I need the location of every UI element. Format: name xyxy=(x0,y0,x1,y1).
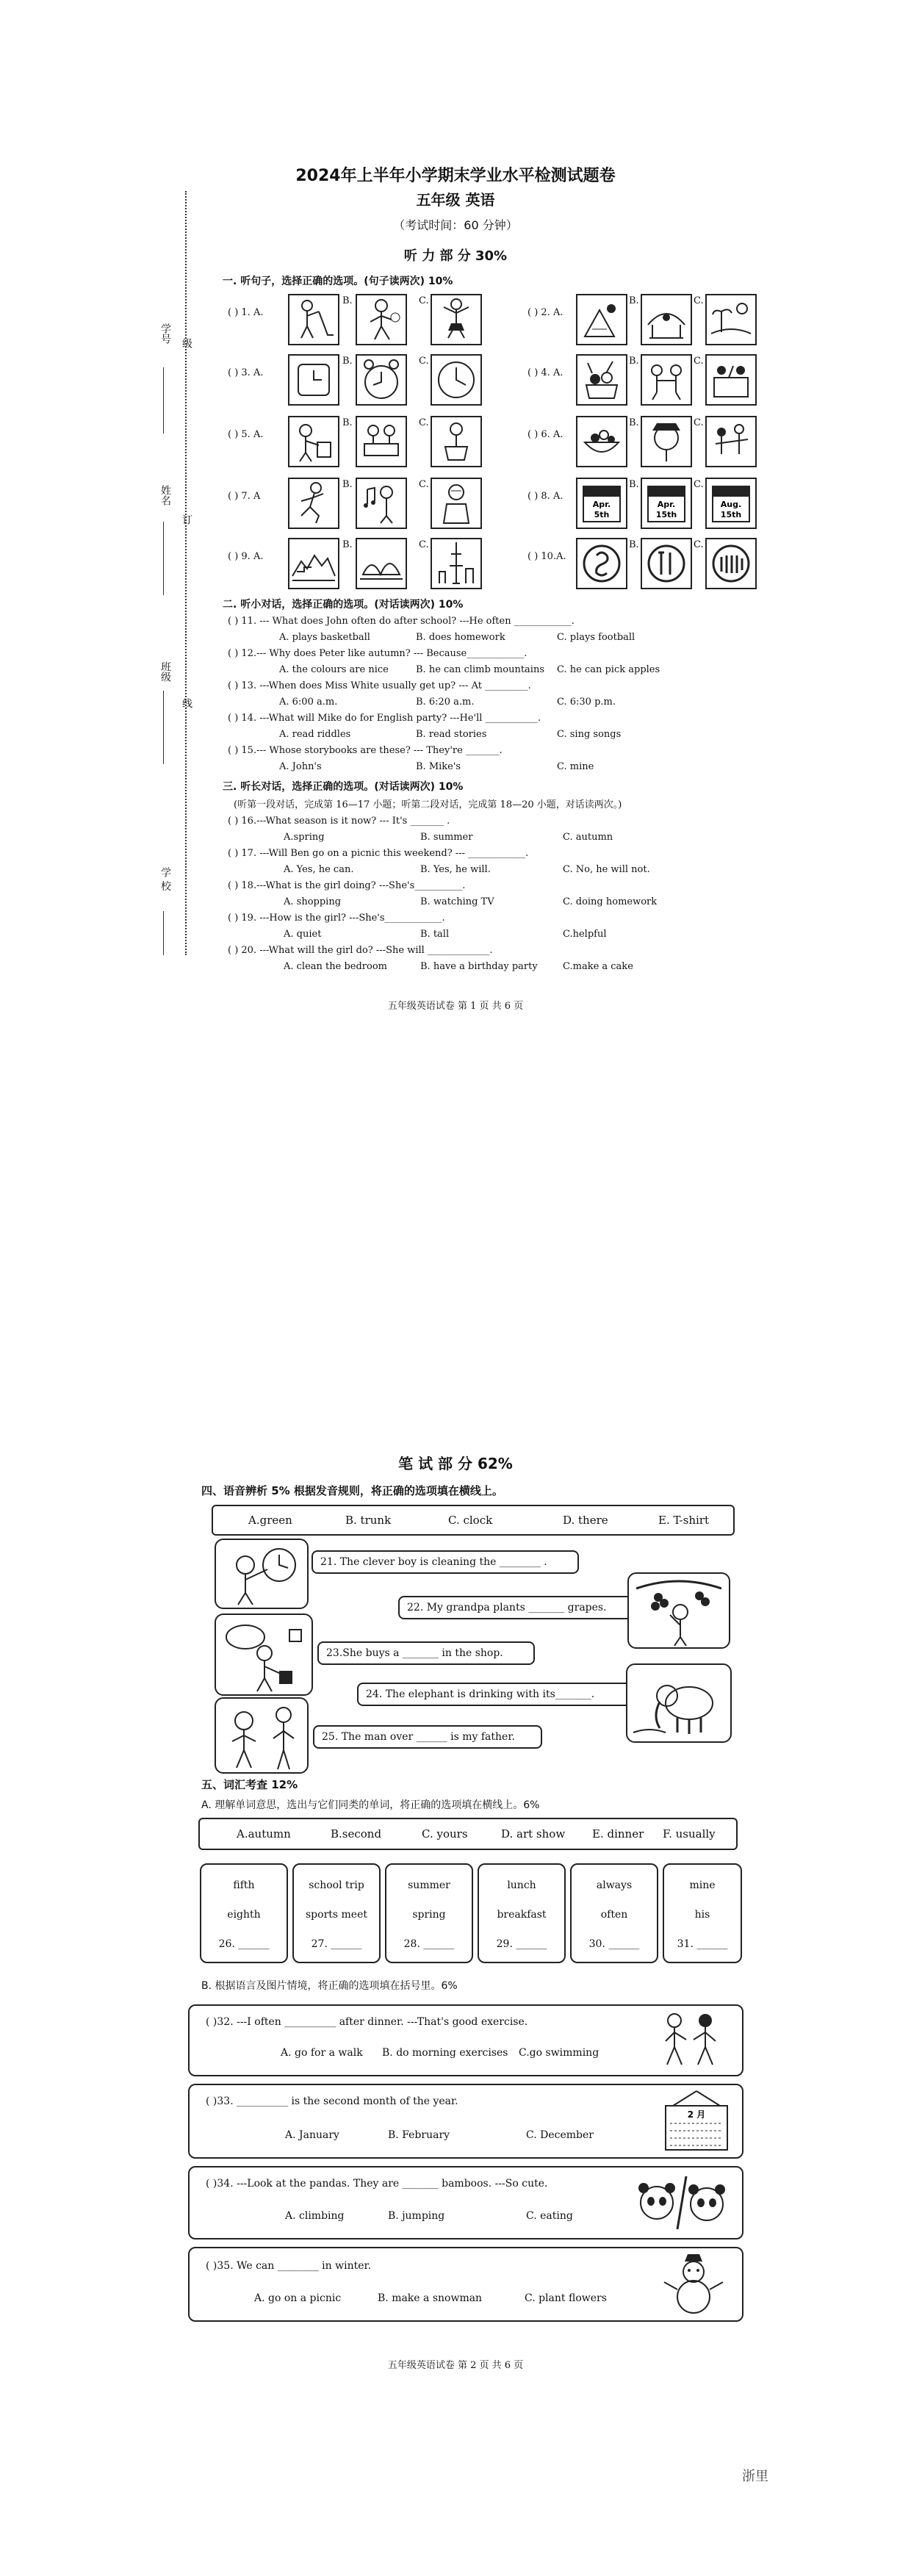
card-word-1: school trip xyxy=(309,1879,364,1891)
part5-choice-f: F. usually xyxy=(663,1827,716,1841)
q34-option-c: C. eating xyxy=(526,2210,573,2222)
q19-option-a: A. quiet xyxy=(284,929,322,940)
part5-heading: 五、词汇考查 12% xyxy=(201,1778,298,1791)
card-answer-blank[interactable]: 27. ______ xyxy=(311,1938,362,1950)
q32-stem: ( )32. ---I often __________ after dinner. ---That's good exercise. xyxy=(206,2016,528,2028)
q5-option-b-label: B. xyxy=(342,417,353,428)
side-label-ding: 订 xyxy=(181,514,192,525)
q3-option-c-image xyxy=(431,354,482,406)
q7-option-a-image xyxy=(288,478,339,529)
q22-image xyxy=(627,1572,730,1649)
exam-time: （考试时间：60 分钟） xyxy=(393,218,518,232)
exam-subtitle: 五年级 英语 xyxy=(416,191,495,209)
q8-c-month: Aug. xyxy=(720,500,742,509)
card-answer-blank[interactable]: 31. ______ xyxy=(677,1938,728,1950)
q4-label: ( ) 4. A. xyxy=(527,367,563,378)
side-blank-line xyxy=(163,911,164,955)
q11-option-a: A. plays basketball xyxy=(279,632,370,643)
q2-option-a-image xyxy=(576,294,627,345)
q35-snowman-image xyxy=(657,2253,730,2316)
q8-option-a-image xyxy=(576,478,627,529)
q33-option-c: C. December xyxy=(526,2129,594,2141)
q32-option-b: B. do morning exercises xyxy=(382,2047,508,2059)
q25-sentence: 25. The man over ______ is my father. xyxy=(313,1725,542,1749)
q11-option-c: C. plays football xyxy=(557,632,635,643)
side-blank-line xyxy=(163,522,164,595)
q1-option-b-image xyxy=(356,294,407,345)
q17-option-a: A. Yes, he can. xyxy=(284,864,354,875)
q12-option-b: B. he can climb mountains xyxy=(416,664,545,675)
q4-option-c-label: C. xyxy=(694,356,704,367)
q9-option-b-label: B. xyxy=(342,539,353,550)
q2-option-b-image xyxy=(641,294,692,345)
q16-option-c: C. autumn xyxy=(563,832,613,843)
part4-choice-b: B. trunk xyxy=(345,1514,392,1527)
written-heading: 笔 试 部 分 62% xyxy=(398,1455,513,1472)
q6-label: ( ) 6. A. xyxy=(527,429,563,440)
q8-b-month: Apr. xyxy=(657,500,676,509)
q8-option-b-label: B. xyxy=(629,479,639,490)
exam-title: 2024年上半年小学期末学业水平检测试题卷 xyxy=(295,167,616,185)
part3-note: (听第一段对话，完成第 16—17 小题；听第二段对话，完成第 18—20 小题，对话读两次。) xyxy=(234,799,622,810)
q3-label: ( ) 3. A. xyxy=(228,367,264,378)
q34-option-b: B. jumping xyxy=(388,2210,445,2222)
q13-option-c: C. 6:30 p.m. xyxy=(557,697,616,708)
part5-choice-b: B.second xyxy=(331,1827,382,1841)
q10-option-a-image xyxy=(576,538,627,589)
q35-box xyxy=(188,2247,743,2322)
q8-label: ( ) 8. A. xyxy=(527,491,563,502)
side-label-xuexiao: 学 校 xyxy=(159,867,171,891)
part4-heading: 四、语音辨析 5% 根据发音规则，将正确的选项填在横线上。 xyxy=(201,1484,503,1497)
calendar-month-label: 2 月 xyxy=(687,2109,706,2120)
part5-choices-box xyxy=(198,1818,738,1850)
q32-option-a: A. go for a walk xyxy=(281,2047,363,2059)
q15-option-a: A. John's xyxy=(279,761,322,772)
q19-stem: ( ) 19. ---How is the girl? ---She's____________. xyxy=(228,913,445,924)
part5-choice-a: A.autumn xyxy=(237,1827,291,1841)
q10-option-c-image xyxy=(705,538,757,589)
q22-sentence: 22. My grandpa plants _______ grapes. xyxy=(398,1596,638,1619)
q21-sentence: 21. The clever boy is cleaning the ________ . xyxy=(312,1550,579,1574)
q5-label: ( ) 5. A. xyxy=(228,429,264,440)
q12-stem: ( ) 12.--- Why does Peter like autumn? --- Because____________. xyxy=(228,648,527,659)
card-word-1: mine xyxy=(689,1879,716,1891)
card-word-2: sports meet xyxy=(306,1909,367,1921)
q8-option-b-image xyxy=(641,478,692,529)
q33-option-b: B. February xyxy=(388,2129,450,2141)
q3-option-a-image xyxy=(288,354,339,406)
part5-choice-d: D. art show xyxy=(501,1827,566,1841)
q35-stem: ( )35. We can ________ in winter. xyxy=(206,2260,372,2272)
q35-option-b: B. make a snowman xyxy=(378,2292,483,2304)
q7-option-b-label: B. xyxy=(342,479,353,490)
q34-panda-image xyxy=(630,2170,736,2235)
q19-option-c: C.helpful xyxy=(563,929,607,940)
card-answer-blank[interactable]: 29. ______ xyxy=(496,1938,547,1950)
q33-box xyxy=(188,2084,743,2159)
word-card-28 xyxy=(385,1863,473,1963)
q9-option-c-image xyxy=(431,538,482,589)
q5-option-c-label: C. xyxy=(419,417,429,428)
card-word-1: fifth xyxy=(233,1879,255,1891)
q7-option-c-image xyxy=(431,478,482,529)
q17-stem: ( ) 17. ---Will Ben go on a picnic this weekend? --- ____________. xyxy=(228,848,529,859)
q7-option-b-image xyxy=(356,478,407,529)
card-answer-blank[interactable]: 26. ______ xyxy=(218,1938,270,1950)
q5-option-a-image xyxy=(288,416,339,467)
q2-label: ( ) 2. A. xyxy=(527,307,563,318)
card-word-2: spring xyxy=(412,1909,446,1921)
q12-option-a: A. the colours are nice xyxy=(279,664,389,675)
q5-option-b-image xyxy=(356,416,407,467)
q33-option-a: A. January xyxy=(285,2129,339,2141)
q14-option-b: B. read stories xyxy=(416,729,487,740)
q20-option-a: A. clean the bedroom xyxy=(284,961,387,972)
q2-option-c-image xyxy=(705,294,757,345)
side-blank-line xyxy=(163,367,164,433)
q11-option-b: B. does homework xyxy=(416,632,505,643)
q24-image xyxy=(626,1663,732,1743)
q9-option-c-label: C. xyxy=(419,539,429,550)
card-answer-blank[interactable]: 30. ______ xyxy=(588,1938,640,1950)
q34-stem: ( )34. ---Look at the pandas. They are _______ bamboos. ---So cute. xyxy=(206,2178,548,2190)
card-word-1: lunch xyxy=(507,1879,536,1891)
q1-option-c-image xyxy=(431,294,482,345)
q32-box xyxy=(188,2004,743,2076)
side-label-xian: 线 xyxy=(181,698,192,708)
q9-option-a-image xyxy=(288,538,339,589)
q14-option-c: C. sing songs xyxy=(557,729,622,740)
q8-c-day: 15th xyxy=(720,510,742,519)
q15-stem: ( ) 15.--- Whose storybooks are these? --- They're _______. xyxy=(228,745,503,756)
q12-option-c: C. he can pick apples xyxy=(557,664,660,675)
q34-box xyxy=(188,2166,743,2239)
page1-footer: 五年级英语试卷 第 1 页 共 6 页 xyxy=(387,1001,524,1012)
q18-option-c: C. doing homework xyxy=(563,896,658,907)
q32-option-c: C.go swimming xyxy=(519,2047,599,2059)
q18-option-b: B. watching TV xyxy=(420,896,494,907)
part5-choice-c: C. yours xyxy=(422,1827,468,1841)
q14-option-a: A. read riddles xyxy=(279,729,351,740)
q18-option-a: A. shopping xyxy=(284,896,342,907)
q15-option-b: B. Mike's xyxy=(416,761,461,772)
card-word-2: breakfast xyxy=(497,1909,547,1921)
card-word-2: often xyxy=(600,1909,628,1921)
side-label-banji: 班级 xyxy=(159,661,171,682)
q20-option-b: B. have a birthday party xyxy=(420,961,538,972)
q1-option-b-label: B. xyxy=(342,295,353,306)
q4-option-c-image xyxy=(705,354,757,406)
part4-choice-c: C. clock xyxy=(448,1514,493,1527)
part2-heading: 二. 听小对话，选择正确的选项。(对话读两次) 10% xyxy=(223,599,464,611)
q13-stem: ( ) 13. ---When does Miss White usually get up? --- At _________. xyxy=(228,680,531,691)
q3-option-c-label: C. xyxy=(419,356,429,367)
q11-stem: ( ) 11. --- What does John often do after school? ---He often ____________. xyxy=(228,616,575,627)
card-word-2: his xyxy=(694,1909,710,1921)
side-label-xingming: 姓名 xyxy=(159,485,171,506)
word-card-29 xyxy=(478,1863,566,1963)
q5-option-c-image xyxy=(431,416,482,467)
corner-watermark: 浙里 xyxy=(742,2469,768,2484)
card-word-2: eighth xyxy=(227,1909,261,1921)
binding-line xyxy=(185,191,187,955)
q17-option-b: B. Yes, he will. xyxy=(420,864,491,875)
q8-option-c-label: C. xyxy=(694,479,704,490)
card-answer-blank[interactable]: 28. ______ xyxy=(403,1938,455,1950)
q1-option-a-image xyxy=(288,294,339,345)
part4-choice-a: A.green xyxy=(248,1514,292,1527)
q4-option-a-image xyxy=(576,354,627,406)
q19-option-b: B. tall xyxy=(420,929,450,940)
q1-option-c-label: C. xyxy=(419,295,429,306)
listening-heading: 听 力 部 分 30% xyxy=(403,248,508,264)
q2-option-b-label: B. xyxy=(629,295,639,306)
q18-stem: ( ) 18.---What is the girl doing? ---She's__________. xyxy=(228,880,466,891)
q34-option-a: A. climbing xyxy=(285,2210,345,2222)
q8-a-day: 5th xyxy=(594,510,610,519)
q16-stem: ( ) 16.---What season is it now? --- It's _______ . xyxy=(228,816,450,827)
q35-option-c: C. plant flowers xyxy=(525,2292,607,2304)
word-card-26 xyxy=(200,1863,288,1963)
part5b-heading: B. 根据语言及图片情境，将正确的选项填在括号里。6% xyxy=(201,1980,458,1992)
q10-label: ( ) 10.A. xyxy=(527,551,566,562)
q3-option-b-image xyxy=(356,354,407,406)
q1-label: ( ) 1. A. xyxy=(228,307,264,318)
part4-choices-box xyxy=(212,1505,735,1536)
side-blank-line xyxy=(163,691,164,764)
q9-label: ( ) 9. A. xyxy=(228,551,264,562)
q21-image xyxy=(215,1539,309,1609)
q25-image xyxy=(215,1697,309,1774)
q4-option-b-image xyxy=(641,354,692,406)
q24-sentence: 24. The elephant is drinking with its_______. xyxy=(357,1683,635,1706)
q6-option-b-image xyxy=(641,416,692,467)
q10-option-b-label: B. xyxy=(629,539,639,550)
q33-calendar-image xyxy=(660,2090,733,2153)
q20-stem: ( ) 20. ---What will the girl do? ---She will _____________. xyxy=(228,945,493,956)
q10-option-c-label: C. xyxy=(694,539,704,550)
q13-option-b: B. 6:20 a.m. xyxy=(416,697,475,708)
q14-stem: ( ) 14. ---What will Mike do for English party? ---He'll ___________. xyxy=(228,713,541,724)
q8-option-c-image xyxy=(705,478,757,529)
q6-option-b-label: B. xyxy=(629,417,639,428)
q20-option-c: C.make a cake xyxy=(563,961,633,972)
q6-option-a-image xyxy=(576,416,627,467)
q23-sentence: 23.She buys a _______ in the shop. xyxy=(317,1641,535,1665)
part3-heading: 三. 听长对话，选择正确的选项。(对话读两次) 10% xyxy=(223,781,464,793)
q7-option-c-label: C. xyxy=(419,479,429,490)
q7-label: ( ) 7. A xyxy=(228,491,261,502)
q4-option-b-label: B. xyxy=(629,356,639,367)
q16-option-a: A.spring xyxy=(284,832,325,843)
part1-heading: 一. 听句子，选择正确的选项。(句子读两次) 10% xyxy=(223,276,453,287)
q6-option-c-label: C. xyxy=(694,417,704,428)
word-card-31 xyxy=(663,1863,742,1963)
part5a-heading: A. 理解单词意思，选出与它们同类的单词，将正确的选项填在横线上。6% xyxy=(201,1799,540,1811)
q35-option-a: A. go on a picnic xyxy=(254,2292,342,2304)
q6-option-c-image xyxy=(705,416,757,467)
part4-choice-d: D. there xyxy=(563,1514,608,1527)
q15-option-c: C. mine xyxy=(557,761,594,772)
q32-walking-image xyxy=(649,2010,730,2070)
part4-choice-e: E. T-shirt xyxy=(658,1514,709,1527)
q13-option-a: A. 6:00 a.m. xyxy=(279,697,338,708)
q8-b-day: 15th xyxy=(655,510,677,519)
q33-stem: ( )33. __________ is the second month of the year. xyxy=(206,2095,458,2107)
side-label-ban: 级 xyxy=(181,338,192,348)
word-card-30 xyxy=(570,1863,658,1963)
card-word-1: summer xyxy=(408,1879,450,1891)
card-word-1: always xyxy=(596,1879,633,1891)
q9-option-b-image xyxy=(356,538,407,589)
part5-choice-e: E. dinner xyxy=(592,1827,644,1841)
q8-a-month: Apr. xyxy=(592,500,611,509)
q2-option-c-label: C. xyxy=(694,295,704,306)
side-label-xuehao: 学号 xyxy=(159,323,171,344)
q10-option-b-image xyxy=(641,538,692,589)
q23-image xyxy=(215,1613,313,1696)
q16-option-b: B. summer xyxy=(420,832,473,843)
page2-footer: 五年级英语试卷 第 2 页 共 6 页 xyxy=(387,2360,524,2371)
q3-option-b-label: B. xyxy=(342,356,353,367)
q17-option-c: C. No, he will not. xyxy=(563,864,650,875)
word-card-27 xyxy=(292,1863,381,1963)
